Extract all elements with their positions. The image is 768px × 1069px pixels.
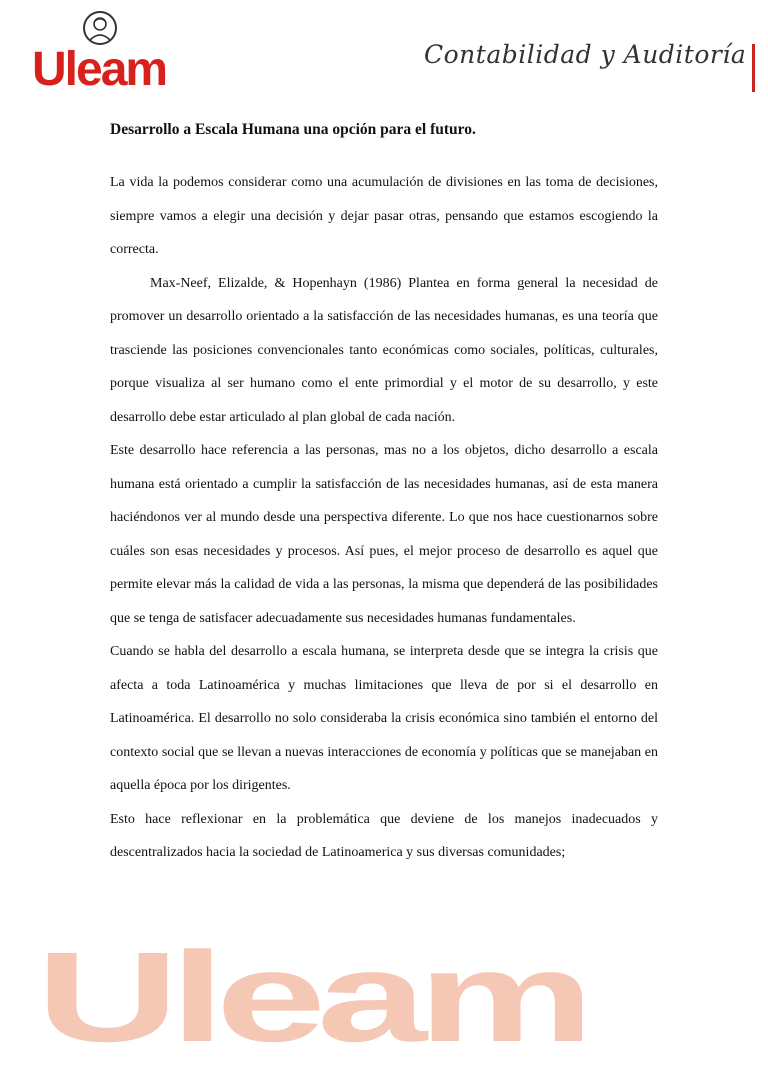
paragraph-3: Este desarrollo hace referencia a las personas, mas no a los objetos, dicho desarrollo a escala humana está orientado a cumplir la satisfacción de las necesidades humanas, así de esta manera haciéndonos ver al mundo desde una perspectiva diferente. Lo que nos hace cuestionarnos sobre cuáles son esas necesidades y procesos. Así pues, el mejor proceso de desarrollo es aquel que permite elevar más la calidad de vida a las personas, la misma que dependerá de las posibilidades que se tenga de satisfacer adecuadamente sus necesidades humanas fundamentales. xyxy=(110,443,658,626)
document-body xyxy=(110,120,658,870)
document-title: Desarrollo a Escala Humana una opción para el futuro. xyxy=(110,121,476,138)
paragraph-2: Max-Neef, Elizalde, & Hopenhayn (1986) Plantea en forma general la necesidad de promover un desarrollo orientado a la satisfacción de las necesidades humanas, es una teoría que trasciende las posiciones convencionales tanto económicas como sociales, políticas, culturales, porque visualiza al ser humano como el ente primordial y el motor de su desarrollo, y este desarrollo debe estar articulado al plan global de cada nación. xyxy=(110,275,658,425)
paragraph-4: Cuando se habla del desarrollo a escala humana, se interpreta desde que se integra la crisis que afecta a toda Latinoamérica y muchas limitaciones que lleva de por si el desarrollo en Latinoamérica. El desarrollo no solo consideraba la crisis económica sino también el entorno del contexto social que se llevan a nuevas interacciones de economía y políticas que se manejaban en aquella época por los dirigentes. xyxy=(110,644,658,793)
program-name: Contabilidad y Auditoría xyxy=(424,40,747,69)
header-divider xyxy=(752,44,755,92)
page-header xyxy=(0,0,768,100)
footer-watermark: Uleam xyxy=(36,926,585,1069)
logo-text: Uleam xyxy=(32,43,167,96)
university-logo xyxy=(30,8,170,96)
paragraph-1: La vida la podemos considerar como una acumulación de divisiones en las toma de decisiones, siempre vamos a elegir una decisión y dejar pasar otras, pensando que estamos escogiendo la correcta. xyxy=(110,175,658,257)
paragraph-5: Esto hace reflexionar en la problemática que deviene de los manejos inadecuados y descentralizados hacia la sociedad de Latinoamerica y sus diversas comunidades; xyxy=(110,811,658,860)
